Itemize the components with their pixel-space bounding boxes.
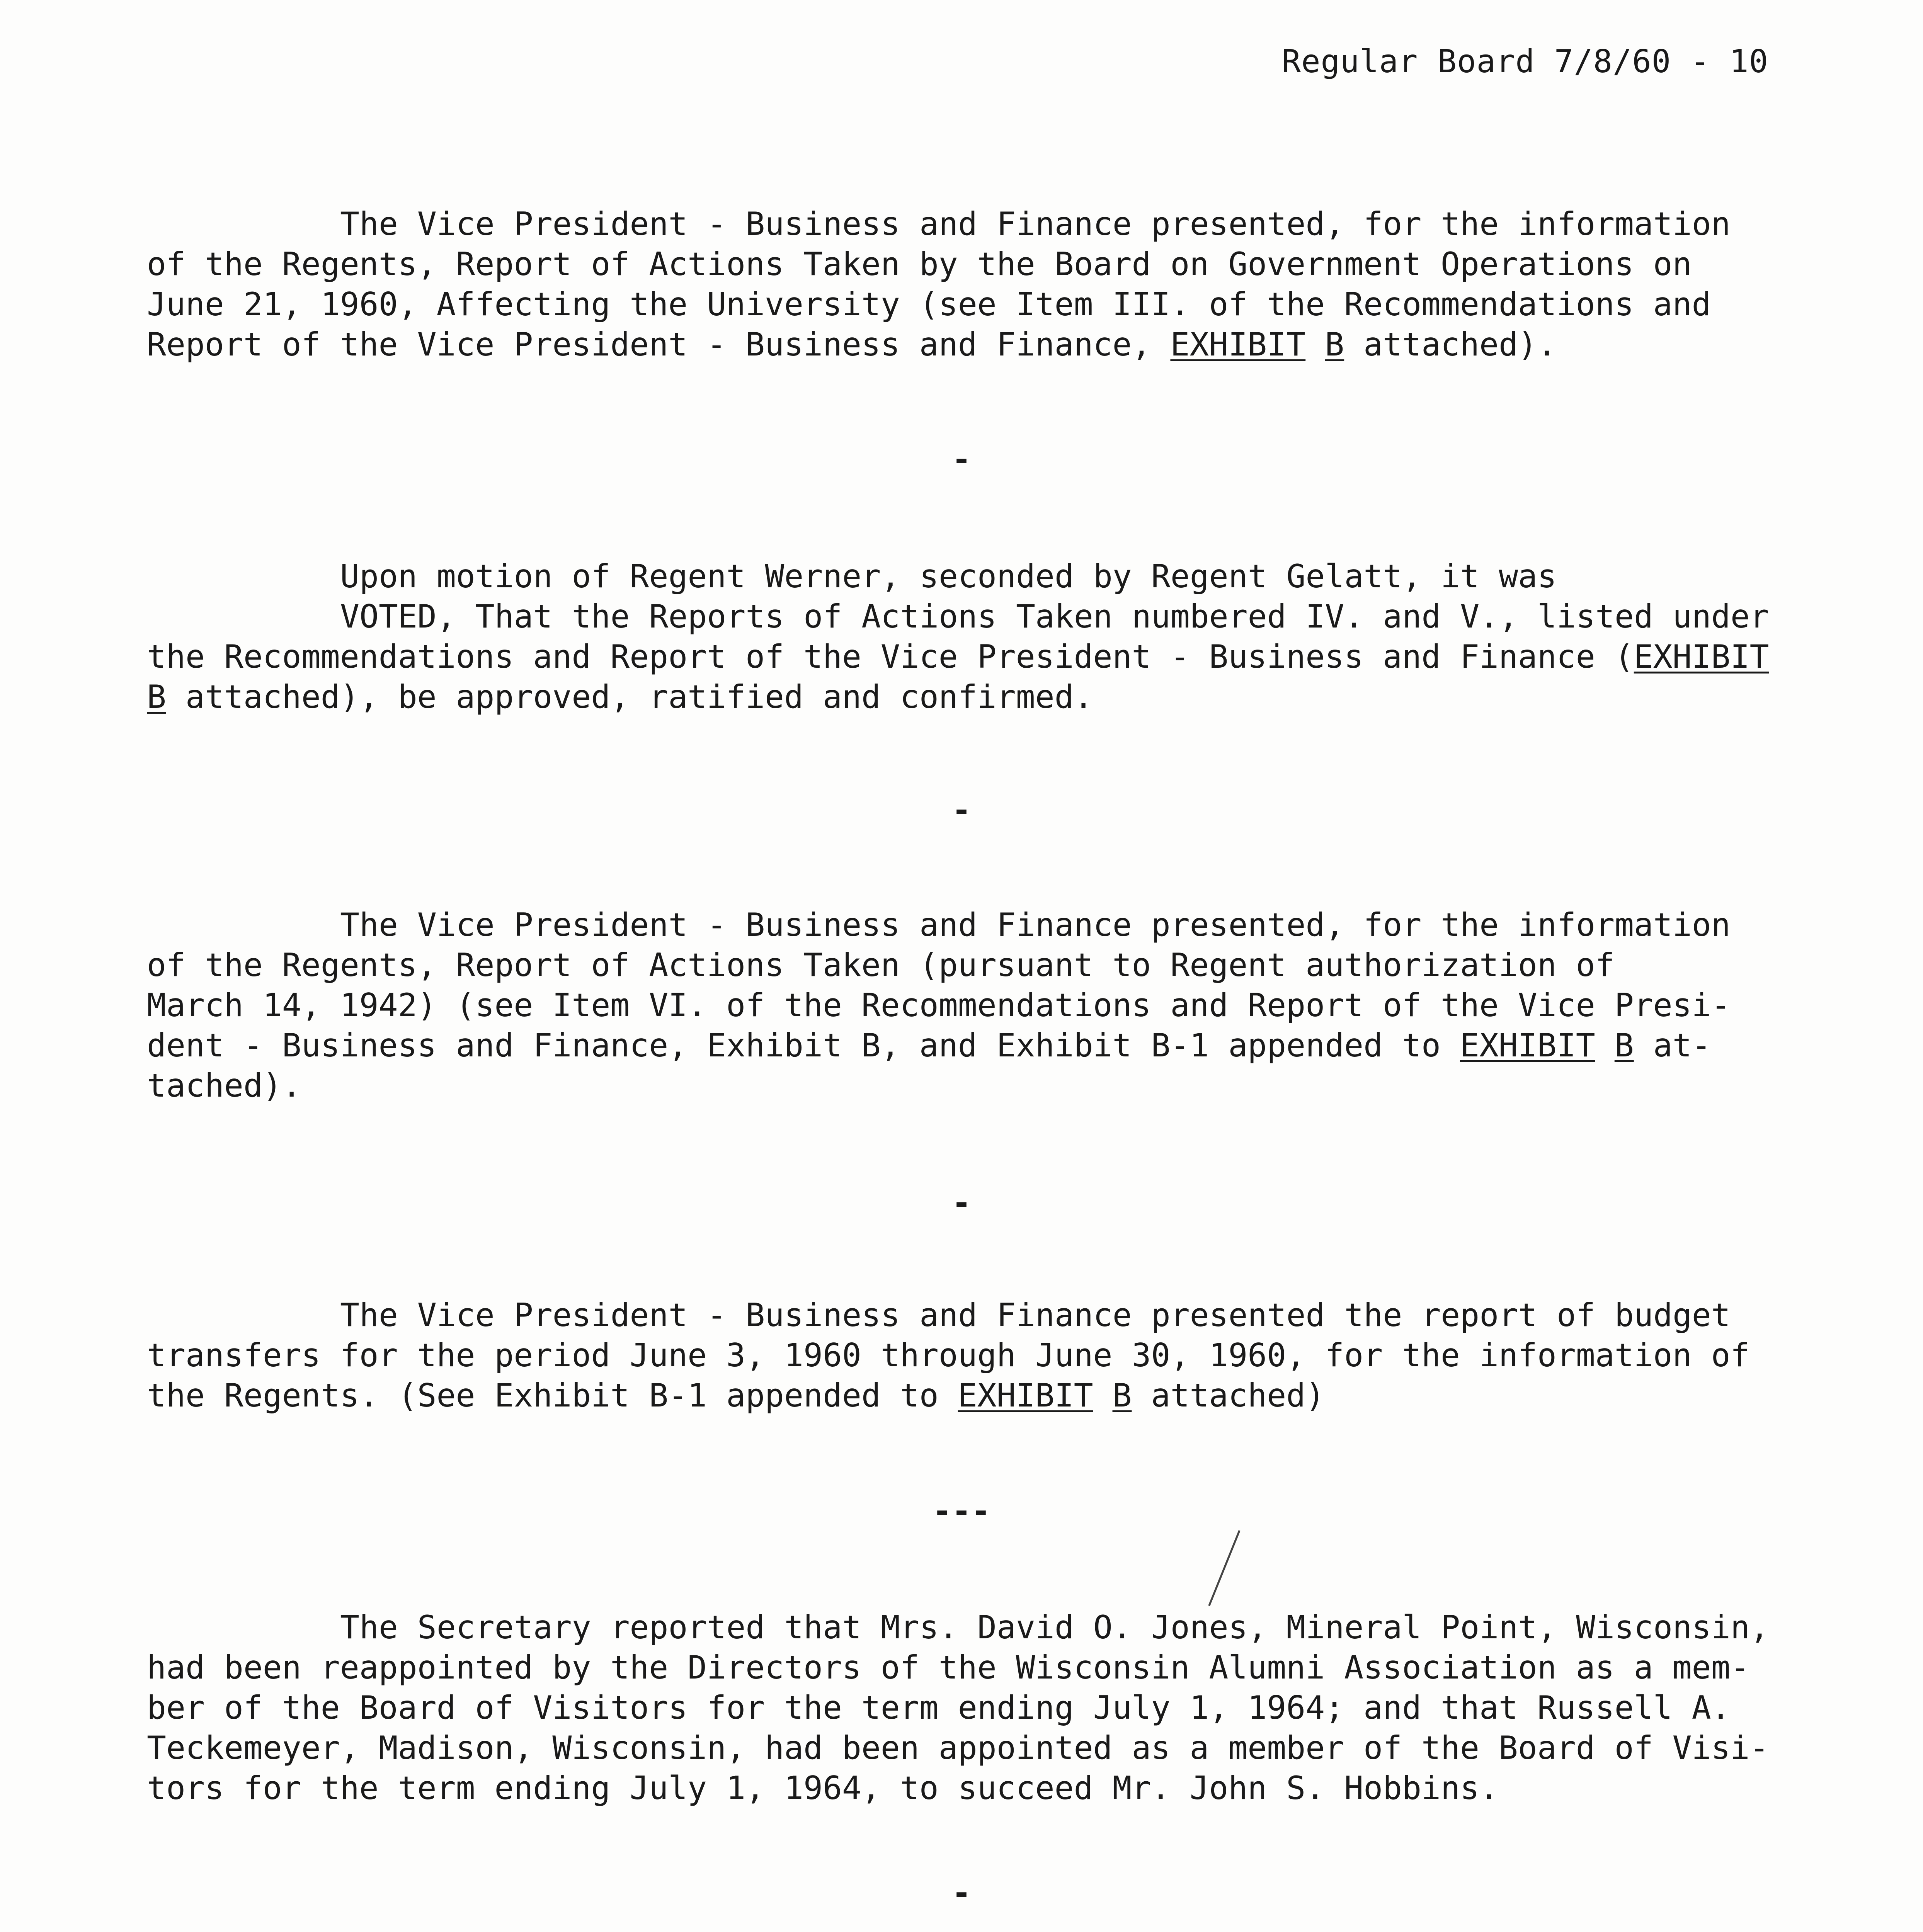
handwritten-mark-icon xyxy=(1208,1530,1240,1606)
paragraph-line: Teckemeyer, Madison, Wisconsin, had been appointed as a member of the Board of Visi- xyxy=(147,1729,1769,1767)
paragraph-line: The Secretary reported that Mrs. David O. Jones, Mineral Point, Wisconsin, xyxy=(340,1609,1769,1646)
paragraph-line: transfers for the period June 3, 1960 through June 30, 1960, for the information of xyxy=(147,1337,1750,1374)
paragraph-line: June 21, 1960, Affecting the University (see Item III. of the Recommendations and xyxy=(147,286,1711,323)
exhibit-letter: B xyxy=(1325,326,1344,363)
exhibit-letter: B xyxy=(147,678,166,716)
paragraph-4 xyxy=(147,1295,1762,1416)
section-separator: - xyxy=(952,1874,971,1912)
exhibit-reference: EXHIBIT xyxy=(1460,1027,1595,1064)
paragraph-2 xyxy=(147,556,1769,717)
paragraph-line: B attached), be approved, ratified and confirmed. xyxy=(147,678,1093,716)
paragraph-line: The Vice President - Business and Finance presented the report of budget xyxy=(340,1296,1731,1334)
section-separator: - xyxy=(952,791,971,829)
paragraph-line: The Vice President - Business and Finance presented, for the information xyxy=(340,906,1731,944)
paragraph-line: Upon motion of Regent Werner, seconded by Regent Gelatt, it was xyxy=(340,558,1557,595)
paragraph-line: had been reappointed by the Directors of the Wisconsin Alumni Association as a mem- xyxy=(147,1649,1750,1686)
paragraph-1 xyxy=(147,204,1762,365)
paragraph-line: The Vice President - Business and Finance presented, for the information xyxy=(340,205,1731,243)
paragraph-line: of the Regents, Report of Actions Taken (pursuant to Regent authorization of xyxy=(147,946,1615,984)
section-separator: - xyxy=(952,1184,971,1221)
paragraph-line: the Recommendations and Report of the Vice President - Business and Finance (EXHIBIT xyxy=(147,638,1769,675)
exhibit-reference: EXHIBIT xyxy=(1170,326,1306,363)
paragraph-line: tors for the term ending July 1, 1964, to succeed Mr. John S. Hobbins. xyxy=(147,1769,1499,1807)
exhibit-reference: EXHIBIT xyxy=(1634,638,1769,675)
section-separator: - xyxy=(952,440,971,478)
paragraph-line: tached). xyxy=(147,1067,301,1104)
exhibit-reference: EXHIBIT xyxy=(958,1377,1093,1414)
paragraph-line: VOTED, That the Reports of Actions Taken numbered IV. and V., listed under xyxy=(340,598,1769,635)
paragraph-line: of the Regents, Report of Actions Taken by the Board on Government Operations on xyxy=(147,245,1692,283)
section-separator: --- xyxy=(933,1492,990,1530)
paragraph-line: ber of the Board of Visitors for the term ending July 1, 1964; and that Russell A. xyxy=(147,1689,1731,1726)
paragraph-5 xyxy=(147,1607,1769,1808)
exhibit-letter: B xyxy=(1112,1377,1132,1414)
paragraph-line: dent - Business and Finance, Exhibit B, and Exhibit B-1 appended to EXHIBIT B at- xyxy=(147,1027,1711,1064)
paragraph-line: the Regents. (See Exhibit B-1 appended to EXHIBIT B attached) xyxy=(147,1377,1325,1414)
exhibit-letter: B xyxy=(1614,1027,1634,1064)
page-header: Regular Board 7/8/60 - 10 xyxy=(1281,43,1768,80)
paragraph-3 xyxy=(147,905,1762,1106)
paragraph-line: March 14, 1942) (see Item VI. of the Recommendations and Report of the Vice Presi- xyxy=(147,986,1731,1024)
paragraph-line: Report of the Vice President - Business and Finance, EXHIBIT B attached). xyxy=(147,326,1557,363)
